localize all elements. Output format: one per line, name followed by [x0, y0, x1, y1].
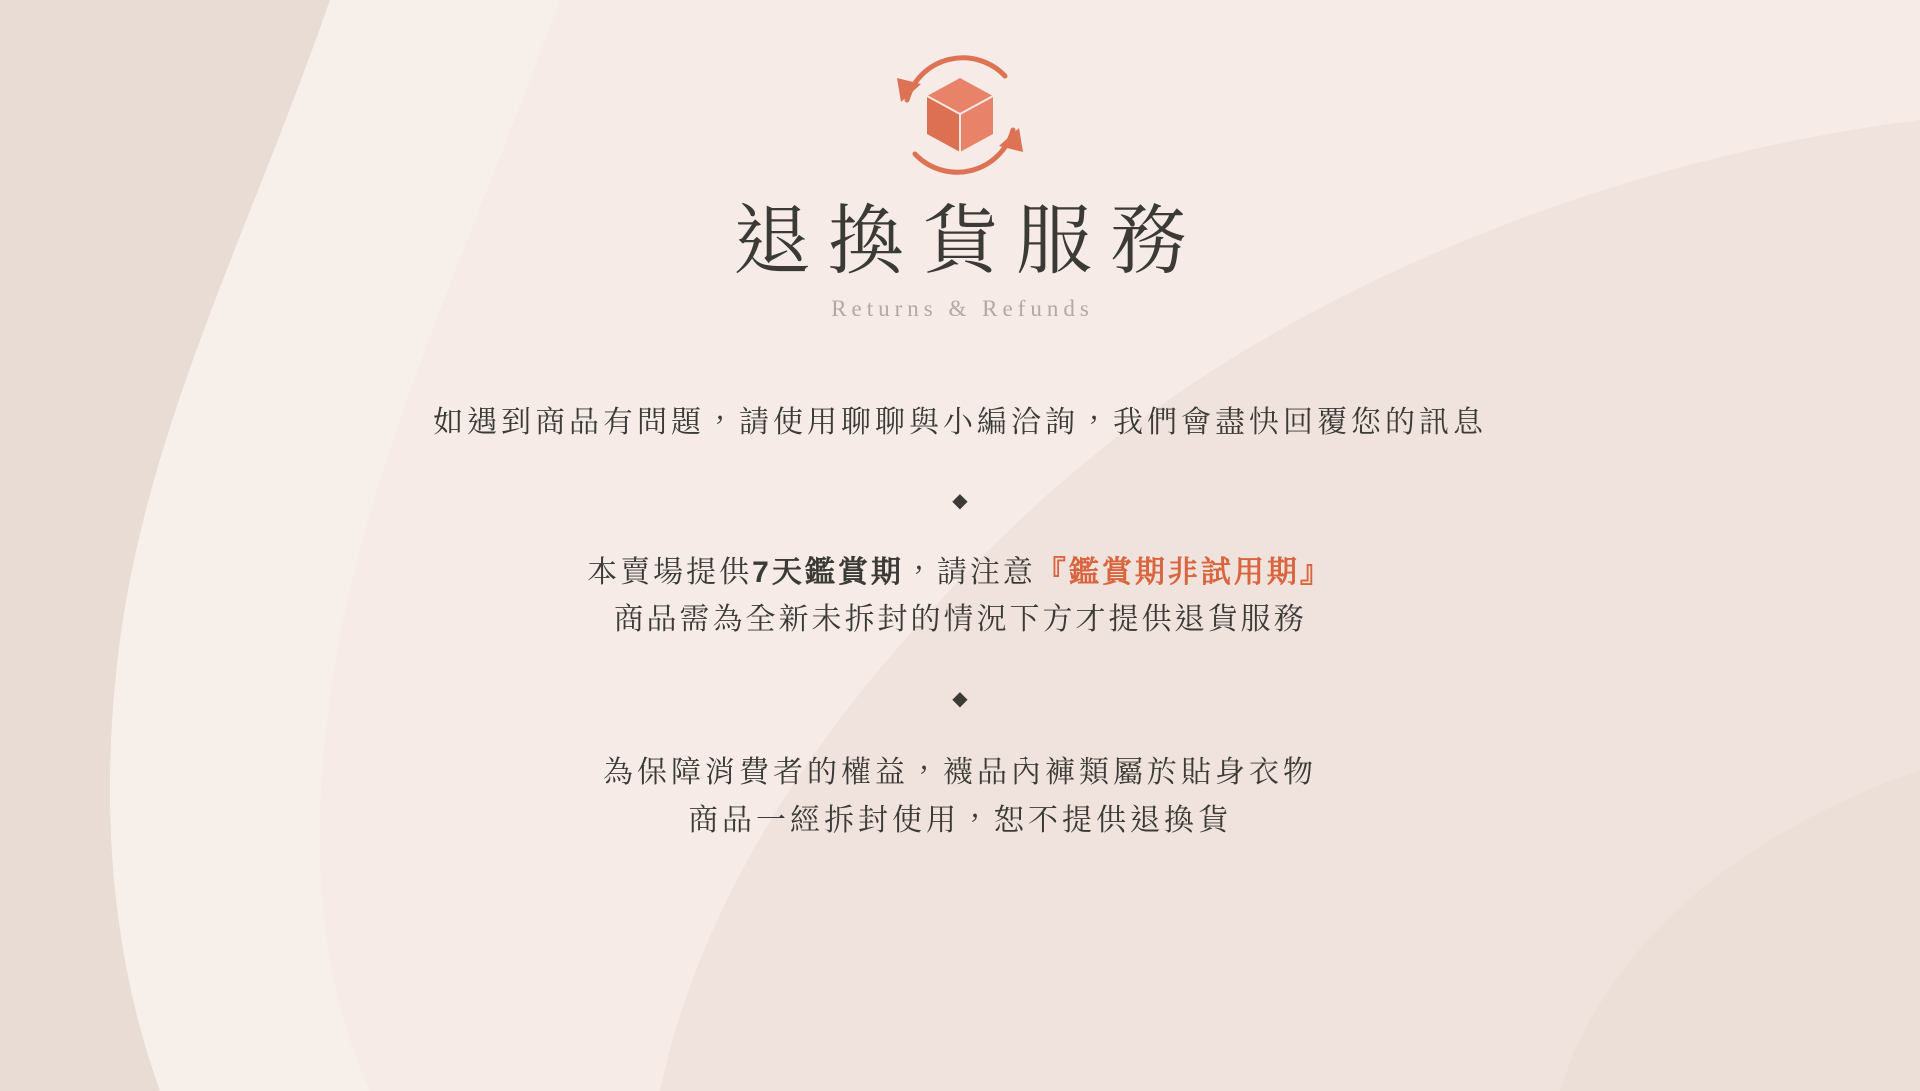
line1-strong: 7天鑑賞期 [752, 555, 904, 589]
policy-section-2-line-1: 為保障消費者的權益，襪品內褲類屬於貼身衣物 [603, 756, 1317, 790]
policy-section-2 [603, 749, 1317, 844]
policy-section-1-line-2: 商品需為全新未拆封的情況下方才提供退貨服務 [613, 602, 1307, 636]
policy-section-2-line-2: 商品一經拆封使用，恕不提供退換貨 [688, 803, 1232, 837]
line1-prefix: 本賣場提供 [587, 555, 753, 589]
policy-section-1 [587, 549, 1333, 644]
page-title: 退換貨服務 [734, 199, 1204, 284]
divider-diamond-1: ◆ [952, 489, 968, 512]
policy-section-1-line-1 [587, 549, 1333, 596]
line1-mid: ，請注意 [903, 555, 1036, 589]
divider-diamond-2: ◆ [952, 688, 968, 711]
intro-text: 如遇到商品有問題，請使用聊聊與小編洽詢，我們會盡快回覆您的訊息 [433, 405, 1487, 439]
logo-area [865, 40, 1055, 190]
box-refresh-icon [865, 40, 1055, 190]
line1-accent: 『鑑賞期非試用期』 [1035, 555, 1333, 589]
page-subtitle: Returns & Refunds [831, 295, 1094, 321]
